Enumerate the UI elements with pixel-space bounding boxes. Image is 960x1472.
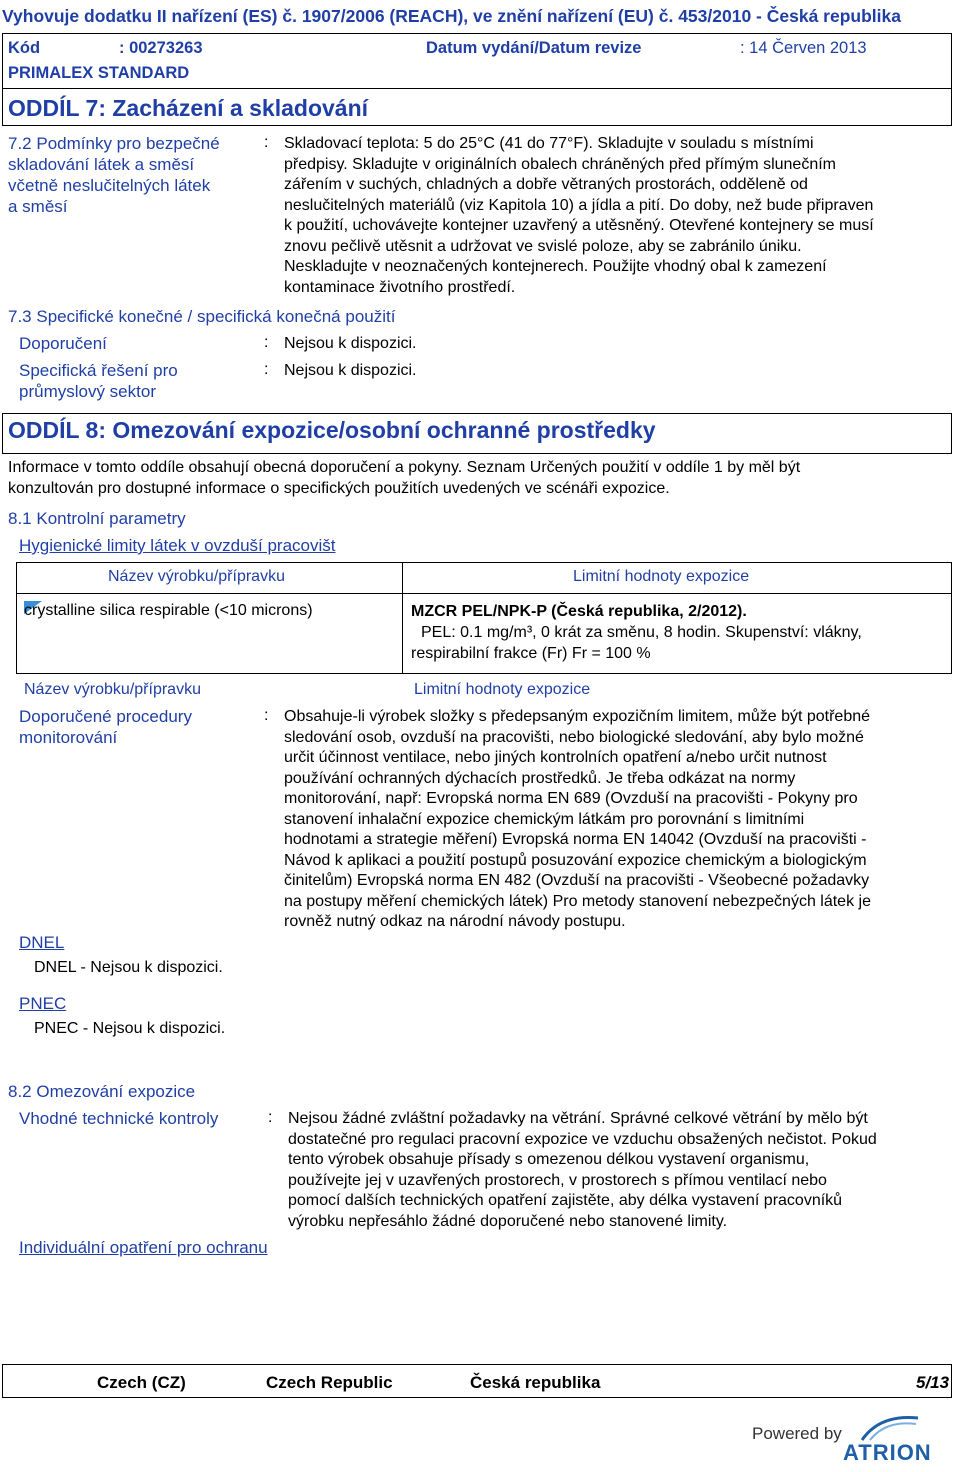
table-header-product: Název výrobku/přípravku: [108, 568, 285, 585]
monitoring-procedures-label: Doporučené procedury monitorování: [19, 707, 192, 747]
workplace-limits-heading: Hygienické limity látek v ovzduší pracovišt: [19, 536, 336, 555]
section8-intro: Informace v tomto oddíle obsahují obecná doporučení a pokyny. Seznam Určených použití v oddíle 1 by měl být konzultován pro dostupné informace o specifických použitích uvedených ve scénáři expozice.: [8, 459, 801, 497]
table2-header-limits: Limitní hodnoty expozice: [414, 681, 591, 698]
recommendations-value: Nejsou k dispozici.: [284, 335, 417, 352]
separator-colon: :: [268, 1109, 273, 1126]
footer-country-en: Czech Republic: [266, 1373, 393, 1392]
table2-header-product: Název výrobku/přípravku: [24, 681, 201, 698]
document-regulation-title: Vyhovuje dodatku II nařízení (ES) č. 1907/2006 (REACH), ve znění nařízení (EU) č. 453/2010 - Česká republika: [2, 6, 901, 26]
exposure-controls-heading: 8.2 Omezování expozice: [8, 1082, 196, 1101]
technical-controls-label: Vhodné technické kontroly: [19, 1109, 219, 1128]
section8-title: ODDÍL 8: Omezování expozice/osobní ochranné prostředky: [8, 417, 656, 443]
pnec-heading: PNEC: [19, 994, 67, 1013]
separator-colon: :: [264, 707, 269, 724]
footer-language: Czech (CZ): [97, 1373, 186, 1392]
technical-controls-text: Nejsou žádné zvláštní požadavky na větrání. Správné celkové větrání by mělo být dostatečné pro regulaci pracovní expozice ve vzduchu obsažených nečistot. Pokud tento výrobek obsahuje přísady s omezenou délkou vystavení organismu, používejte jej v uzavřených prostorech, v prostorech s přímou ventilací nebo pomocí dalších technických opatření zajistěte, aby délka vystavení pracovníků výrobku nepřesáhlo žádné doporučené nebo stanovené limity.: [288, 1110, 877, 1230]
revision-date-label: Datum vydání/Datum revize: [426, 39, 642, 57]
table-divider: [16, 593, 952, 594]
product-code-label: Kód: [8, 39, 41, 57]
storage-conditions-label: 7.2 Podmínky pro bezpečné skladování látek a směsí včetně neslučitelných látek a směsí: [8, 134, 220, 216]
recommendations-label: Doporučení: [19, 334, 107, 353]
industrial-solutions-label: Specifická řešení pro průmyslový sektor: [19, 361, 178, 401]
table-row-limit-detail: PEL: 0.1 mg/m³, 0 krát za směnu, 8 hodin. Skupenství: vlákny, respirabilní frakce (Fr) Fr = 100 %: [411, 624, 862, 662]
footer-page-number: 5/13: [916, 1373, 950, 1392]
product-name: PRIMALEX STANDARD: [8, 64, 190, 82]
atrion-logo-icon: [860, 1412, 920, 1442]
monitoring-procedures-text: Obsahuje-li výrobek složky s předepsaným expozičním limitem, může být potřebné sledování osob, ovzduší na pracovišti, nebo biologické sledování, aby bylo možné určit účinnost ventilace, nebo jiných kontrolních opatření a/nebo určit nutnost používání ochranných dýchacích prostředků. Je třeba odkázat na normy monitorování, např: Evropská norma EN 689 (Ovzduší na pracovišti - Pokyny pro stanovení inhalační expozice chemickým látkám pro porovnání s limitními hodnotami a strategie měření) Evropská norma EN 14042 (Ovzduší na pracovišti - Návod k aplikaci a použití postupů posuzování expozice chemickým a biologickým činitelům) Evropská norma EN 482 (Ovzduší na pracovišti - Všeobecné požadavky na postupy měření chemických látek) Pro metody stanovení nebezpečných látek je rovněž nutný odkaz na národní návody postupu.: [284, 708, 871, 930]
separator-colon: :: [264, 361, 269, 378]
specific-end-use-heading: 7.3 Specifické konečné / specifická konečná použití: [8, 307, 396, 326]
atrion-logo-text: ATRION: [843, 1440, 932, 1465]
storage-conditions-text: Skladovací teplota: 5 do 25°C (41 do 77°F). Skladujte v souladu s místními předpisy. Skladujte v originálních obalech chráněných před přímým slunečním zářením v suchých, chladných a dobře větraných prostorách, odděleně od neslučitelných materiálů (viz Kapitola 10) a jídla a pití. Do doby, než bude připraven k použití, uchovávejte kontejner uzavřený a utěsněný. Otevřené kontejnery se musí znovu pečlivě utěsnit a udržovat ve svislé poloze, aby se zabránilo úniku. Neskladujte v neoznačených kontejnerech. Použijte vhodný obal k zamezení kontaminace životního prostředí.: [284, 135, 874, 296]
dnel-heading: DNEL: [19, 933, 65, 952]
section7-title: ODDÍL 7: Zacházení a skladování: [8, 95, 369, 121]
product-code-value: : 00273263: [119, 39, 203, 57]
separator-colon: :: [264, 334, 269, 351]
industrial-solutions-value: Nejsou k dispozici.: [284, 362, 417, 379]
powered-by-label: Powered by: [752, 1424, 842, 1443]
individual-protection-heading: Individuální opatření pro ochranu: [19, 1238, 268, 1257]
table-row-limit-title: MZCR PEL/NPK-P (Česká republika, 2/2012).: [411, 603, 747, 620]
table-divider: [402, 562, 403, 674]
revision-date-value: : 14 Červen 2013: [740, 39, 867, 57]
dnel-text: DNEL - Nejsou k dispozici.: [34, 959, 223, 976]
separator-colon: :: [264, 134, 269, 151]
table-header-limits: Limitní hodnoty expozice: [573, 568, 750, 585]
control-parameters-heading: 8.1 Kontrolní parametry: [8, 509, 186, 528]
footer-country-cz: Česká republika: [470, 1373, 601, 1392]
pnec-text: PNEC - Nejsou k dispozici.: [34, 1020, 226, 1037]
table-row-substance: crystalline silica respirable (<10 microns): [24, 602, 313, 619]
